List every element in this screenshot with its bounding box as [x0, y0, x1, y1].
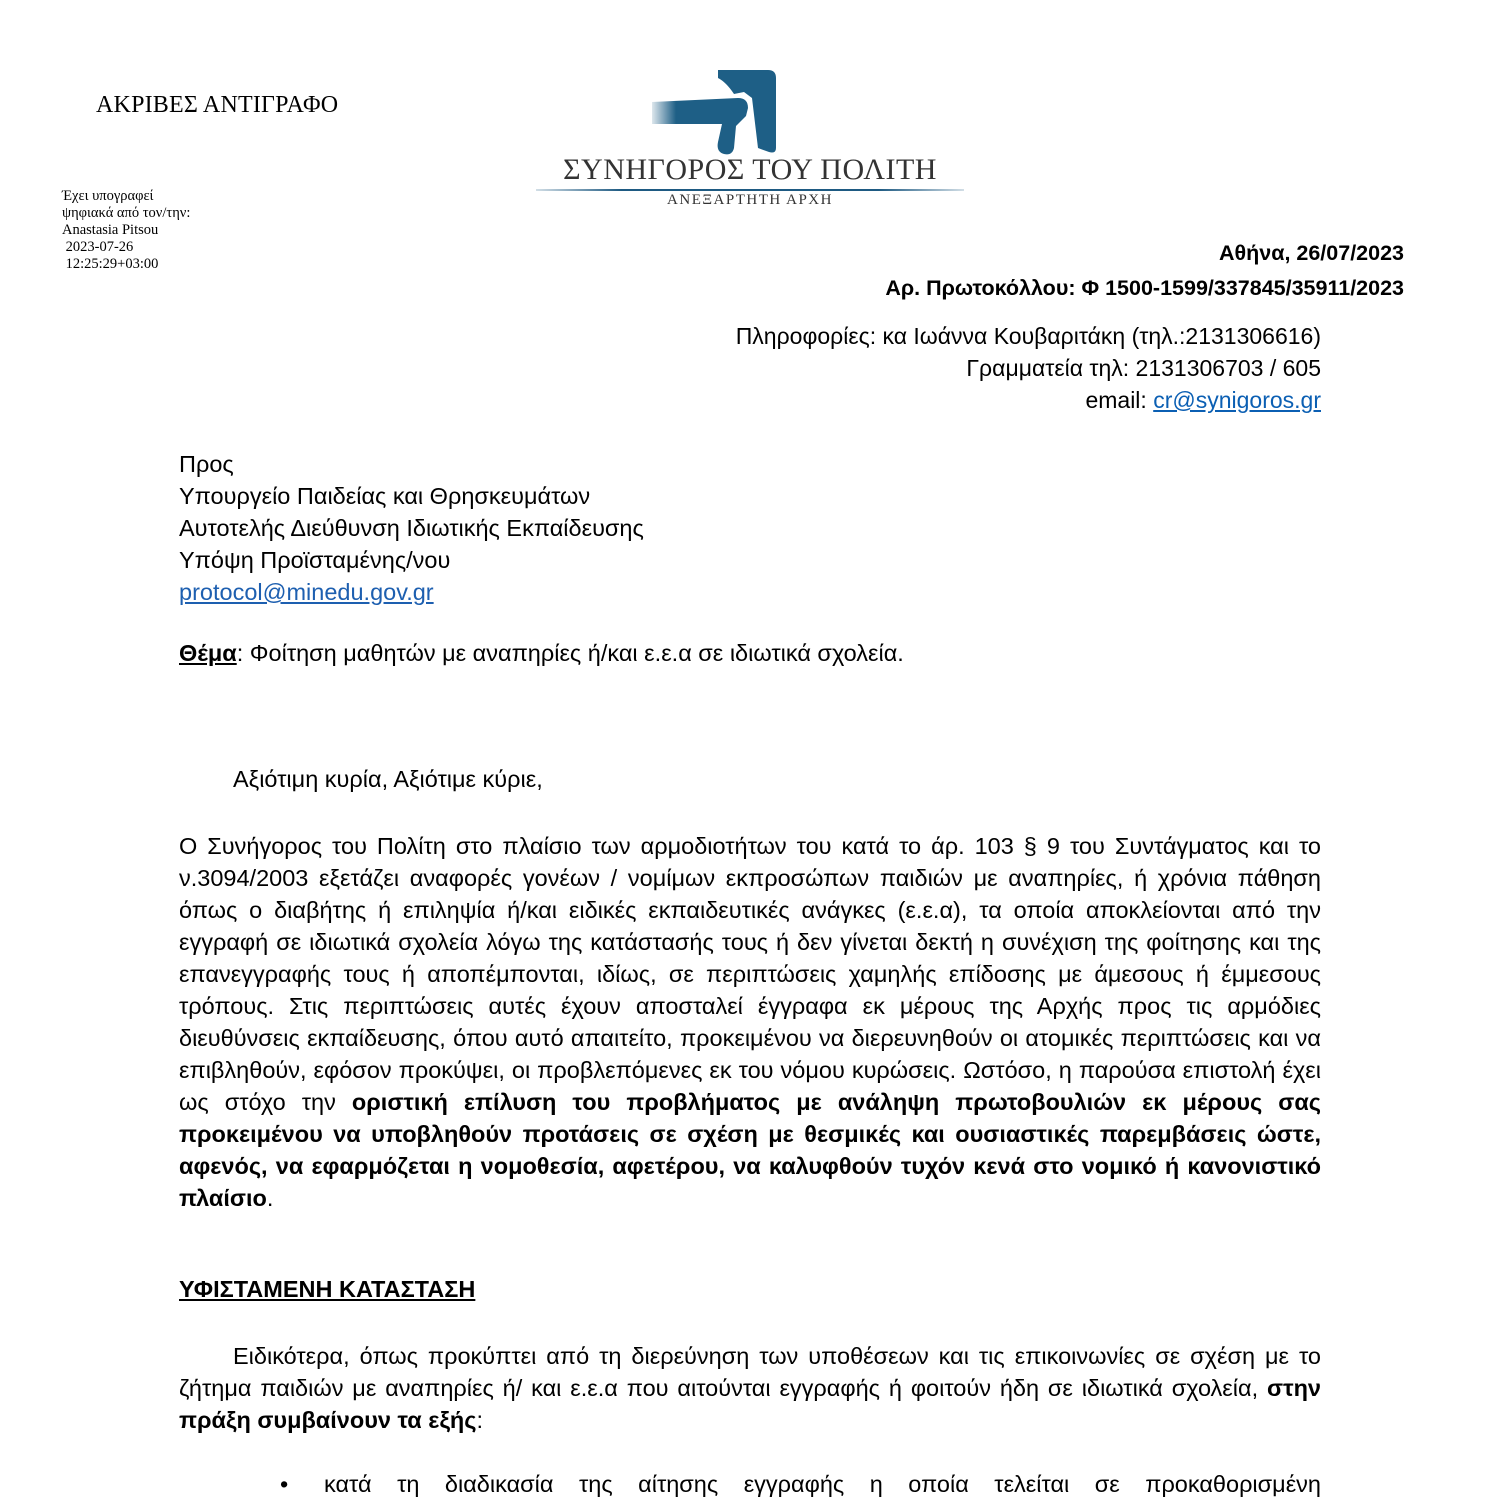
section-heading: ΥΦΙΣΤΑΜΕΝΗ ΚΑΤΑΣΤΑΣΗ — [179, 1276, 476, 1302]
secretariat-phone: Γραμματεία τηλ: 2131306703 / 605 — [966, 355, 1321, 381]
salutation: Αξιότιμη κυρία, Αξιότιμε κύριε, — [233, 766, 543, 792]
logo-subtitle: ΑΝΕΞΑΡΤΗΤΗ ΑΡΧΗ — [667, 192, 833, 208]
signer-name: Anastasia Pitsou — [62, 222, 159, 238]
place-date: Αθήνα, 26/07/2023 — [1218, 241, 1404, 265]
signature-line: ψηφιακά από τον/την: — [62, 205, 191, 221]
digital-signature-block — [62, 188, 190, 273]
bullet-icon: • — [280, 1471, 289, 1497]
to-label: Προς — [179, 451, 234, 477]
protocol-number: Αρ. Πρωτοκόλλου: Φ 1500-1599/337845/35911/2023 — [885, 276, 1404, 300]
organization-logo — [530, 68, 970, 218]
paragraph-emphasis: οριστική επίλυση του προβλήματος με ανάληψη πρωτοβουλιών εκ μέρους σας προκειμένου να υποβληθούν προτάσεις σε σχέση με θεσμικές και ουσιαστικές παρεμβάσεις ώστε, αφενός, να εφαρμόζεται η νομοθεσία, αφετέρου, να καλυφθούν τυχόν κενά στο νομικό ή κανονιστικό πλαίσιο — [179, 1089, 1321, 1211]
logo-arrow-icon — [648, 68, 788, 158]
signature-line: Έχει υπογραφεί — [62, 188, 154, 204]
paragraph-text: Ειδικότερα, όπως προκύπτει από τη διερεύνηση των υποθέσεων και τις επικοινωνίες σε σχέση με το ζήτημα παιδιών με αναπηρίες ή/ και ε.ε.α που αιτούνται εγγραφής ή φοιτούν ήδη σε ιδιωτικά σχολεία, — [179, 1343, 1321, 1401]
exact-copy-stamp: ΑΚΡΙΒΕΣ ΑΝΤΙΓΡΑΦΟ — [96, 92, 339, 118]
list-item-text: κατά τη διαδικασία της αίτησης εγγραφής η οποία τελείται σε προκαθορισμένη — [324, 1471, 1321, 1497]
recipient-attention: Υπόψη Προϊσταμένης/νου — [179, 547, 451, 573]
contact-email-link[interactable]: cr@synigoros.gr — [1153, 387, 1321, 413]
body-paragraph-situation — [179, 1340, 1321, 1436]
contact-person: Πληροφορίες: κα Ιωάννα Κουβαριτάκη (τηλ.:2131306616) — [735, 323, 1321, 349]
recipient-email-link[interactable]: protocol@minedu.gov.gr — [179, 579, 434, 605]
paragraph-text: Ο Συνήγορος του Πολίτη στο πλαίσιο των αρμοδιοτήτων του κατά το άρ. 103 § 9 του Συντάγματος και το ν.3094/2003 εξετάζει αναφορές γονέων / νομίμων εκπροσώπων παιδιών με αναπηρίες, ή χρόνια πάθηση όπως ο διαβήτης ή επιληψία ή/και ειδικές εκπαιδευτικές ανάγκες (ε.ε.α), τα οποία αποκλείονται από την εγγραφή σε ιδιωτικά σχολεία λόγω της κατάστασής τους ή δεν γίνεται δεκτή η συνέχιση της φοίτησης και της επανεγγραφής τους ή αποπέμπονται, ιδίως, σε περιπτώσεις χαμηλής επίδοσης με άμεσους ή έμμεσους τρόπους. Στις περιπτώσεις αυτές έχουν αποσταλεί έγγραφα εκ μέρους της Αρχής προς τις αρμόδιες διευθύνσεις εκπαίδευσης, όπου αυτό απαιτείτο, προκειμένου να διερευνηθούν οι ατομικές περιπτώσεις και να επιβληθούν, εφόσον προκύψει, οι προβλεπόμενες εκ του νόμου κυρώσεις. Ωστόσο, η παρούσα επιστολή έχει ως στόχο την — [179, 833, 1321, 1115]
logo-divider — [536, 189, 964, 191]
subject-line — [179, 640, 904, 667]
email-label: email: — [1085, 387, 1154, 413]
recipient-directorate: Αυτοτελής Διεύθυνση Ιδιωτικής Εκπαίδευσης — [179, 515, 644, 541]
signature-time: 12:25:29+03:00 — [62, 256, 159, 272]
body-paragraph-intro — [179, 830, 1321, 1214]
recipient-block — [179, 448, 644, 608]
paragraph-end: : — [476, 1407, 484, 1433]
logo-title: ΣΥΝΗΓΟΡΟΣ ΤΟΥ ΠΟΛΙΤΗ — [563, 153, 937, 186]
contact-email-row — [736, 384, 1321, 416]
paragraph-end: . — [266, 1185, 274, 1211]
subject-label: Θέμα — [179, 640, 237, 666]
paragraph-emphasis: στην πράξη συμβαίνουν τα εξής — [179, 1375, 1321, 1433]
contact-info — [736, 320, 1321, 416]
document-meta — [885, 236, 1404, 306]
subject-text: : Φοίτηση μαθητών με αναπηρίες ή/και ε.ε.α σε ιδιωτικά σχολεία. — [236, 640, 904, 666]
recipient-ministry: Υπουργείο Παιδείας και Θρησκευμάτων — [179, 483, 591, 509]
signature-date: 2023-07-26 — [62, 239, 134, 255]
